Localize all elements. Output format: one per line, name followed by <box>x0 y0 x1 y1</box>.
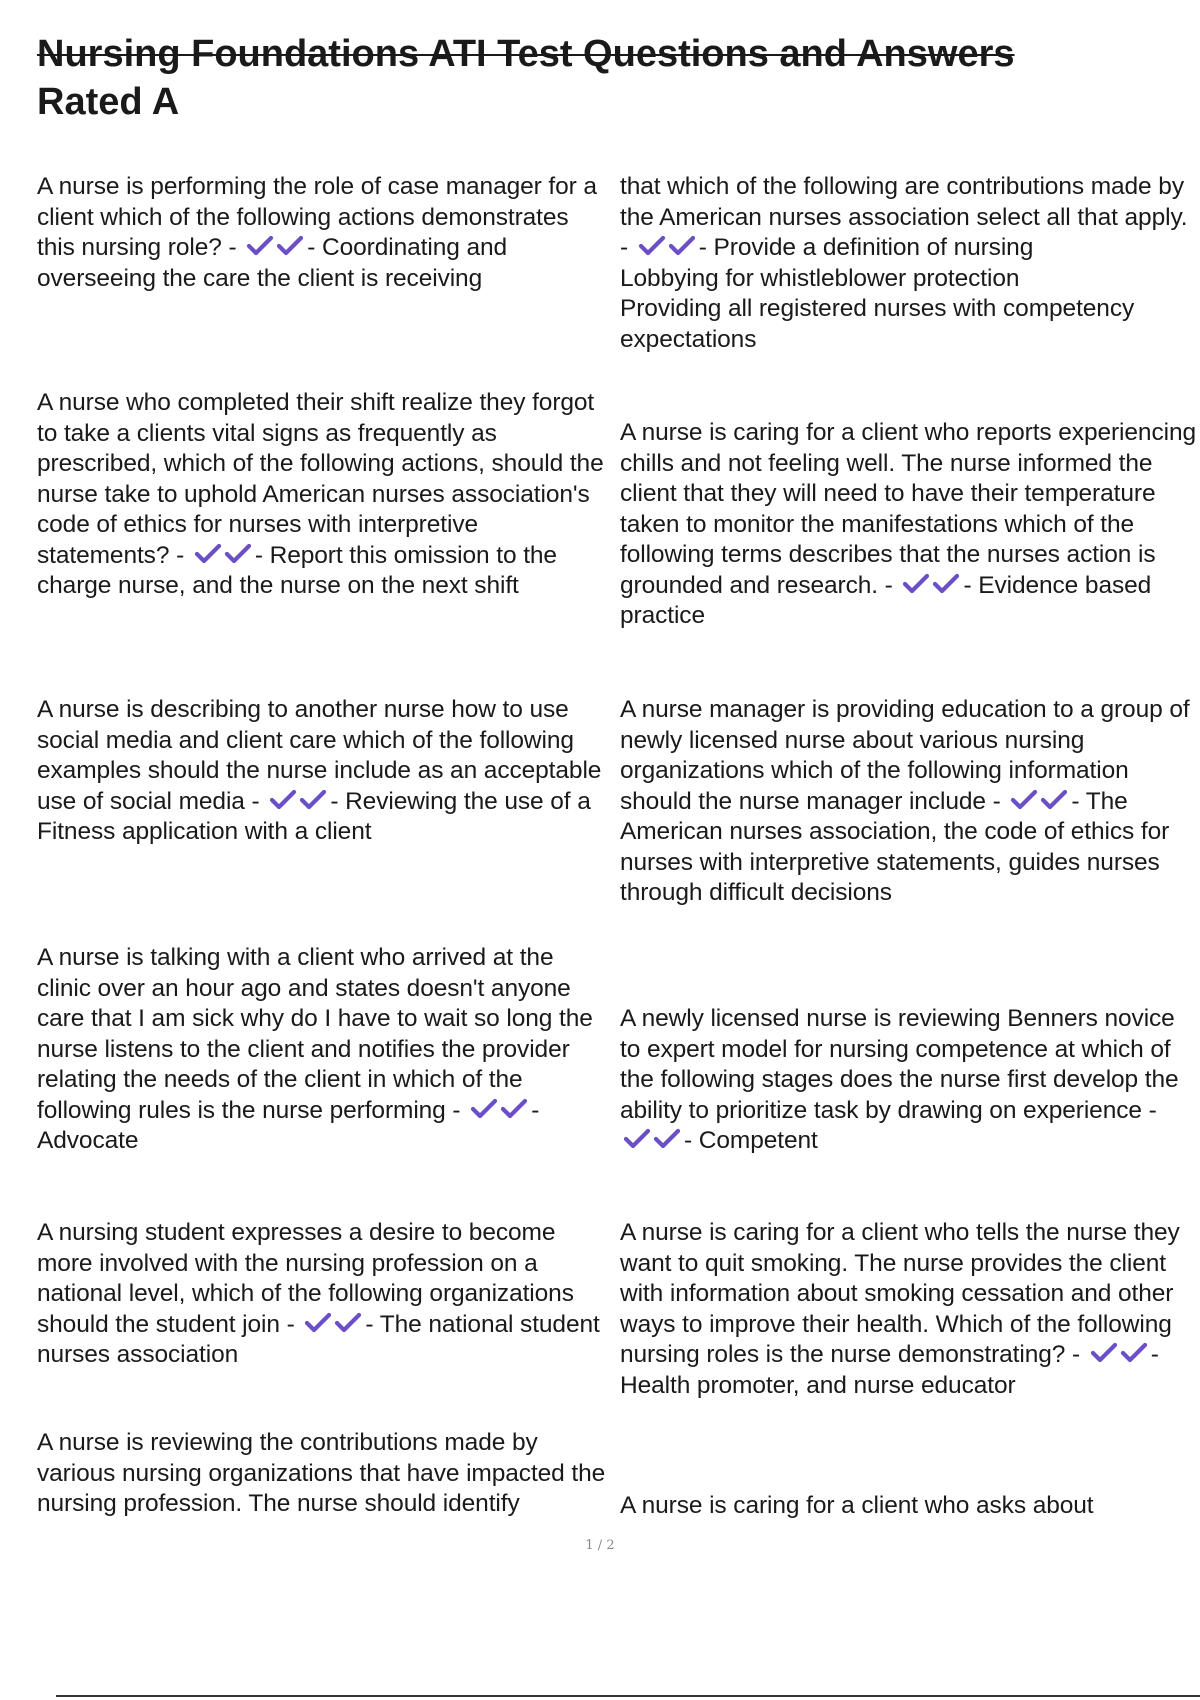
double-check-icon <box>467 1098 531 1120</box>
qa-item <box>37 1218 607 1371</box>
answer-text: - Provide a definition of nursing Lobbying for whistleblower protection Providing all registered nurses with competency expectations <box>620 234 1135 353</box>
title-line-2: Rated A <box>37 81 180 123</box>
question-text: A nursing student expresses a desire to become more involved with the nursing profession on a national level, which of the following organizations should the student join - <box>37 1219 574 1338</box>
question-text: A nurse manager is providing education to a group of newly licensed nurse about various nursing organizations which of the following information should the nurse manager include - <box>620 696 1190 815</box>
question-text: A nurse is talking with a client who arrived at the clinic over an hour ago and states doesn't anyone care that I am sick why do I have to wait so long the nurse listens to the client and notifies the provider relating the needs of the client in which of the following rules is the nurse performing - <box>37 944 593 1124</box>
double-check-icon <box>266 789 330 811</box>
double-check-icon <box>1087 1342 1151 1364</box>
footer-divider <box>56 1695 1200 1697</box>
double-check-icon <box>191 543 255 565</box>
double-check-icon <box>1007 789 1071 811</box>
double-check-icon <box>243 235 307 257</box>
qa-item <box>37 695 607 848</box>
question-text: A newly licensed nurse is reviewing Benners novice to expert model for nursing competence at which of the following stages does the nurse first develop the ability to prioritize task by drawing on experience - <box>620 1005 1179 1124</box>
qa-item <box>37 172 607 294</box>
double-check-icon <box>899 573 963 595</box>
answer-text: - Coordinating and overseeing the care the client is receiving <box>37 234 508 292</box>
question-text: A nurse who completed their shift realize they forgot to take a clients vital signs as frequently as prescribed, which of the following actions, should the nurse take to uphold American nurses association's code of ethics for nurses with interpretive statements? - <box>37 389 604 569</box>
double-check-icon <box>635 235 699 257</box>
qa-item <box>620 1218 1200 1401</box>
question-text: A nurse is caring for a client who reports experiencing chills and not feeling well. The nurse informed the client that they will need to have their temperature taken to monitor the manifestations which of the following terms describes that the nurses action is grounded and research. - <box>620 419 1196 599</box>
answer-text: - Report this omission to the charge nurse, and the nurse on the next shift <box>37 541 557 599</box>
qa-item <box>37 1428 607 1520</box>
answer-text: - The American nurses association, the code of ethics for nurses with interpretive statements, guides nurses through difficult decisions <box>620 787 1170 906</box>
question-text: A nurse is performing the role of case manager for a client which of the following actions demonstrates this nursing role? - <box>37 173 597 261</box>
qa-item <box>620 418 1200 632</box>
qa-item <box>620 1491 1200 1522</box>
double-check-icon <box>620 1128 684 1150</box>
qa-item <box>620 172 1200 355</box>
page-number: 1 / 2 <box>585 1538 615 1553</box>
answer-text: - Competent <box>684 1127 818 1154</box>
answer-text: - Advocate <box>37 1096 540 1154</box>
qa-item <box>620 695 1200 909</box>
answer-text: - Evidence based practice <box>620 571 1152 629</box>
question-text: A nurse is reviewing the contributions made by various nursing organizations that have impacted the nursing profession. The nurse should identify <box>37 1429 606 1517</box>
qa-item <box>37 943 607 1157</box>
answer-text: - The national student nurses association <box>37 1310 600 1368</box>
document-title <box>37 30 1157 126</box>
question-text: A nurse is caring for a client who asks about <box>620 1492 1094 1519</box>
qa-item <box>37 388 607 602</box>
double-check-icon <box>301 1312 365 1334</box>
answer-text: - Reviewing the use of a Fitness application with a client <box>37 787 591 845</box>
qa-item <box>620 1004 1200 1157</box>
question-text: A nurse is describing to another nurse how to use social media and client care which of the following examples should the nurse include as an acceptable use of social media - <box>37 696 602 815</box>
question-text: that which of the following are contributions made by the American nurses association select all that apply. - <box>620 173 1188 261</box>
question-text: A nurse is caring for a client who tells the nurse they want to quit smoking. The nurse provides the client with information about smoking cessation and other ways to improve their health. Which of the following nursing roles is the nurse demonstrating? - <box>620 1219 1180 1368</box>
answer-text: - Health promoter, and nurse educator <box>620 1341 1159 1399</box>
title-line-1: Nursing Foundations ATI Test Questions and Answers <box>37 33 1015 75</box>
